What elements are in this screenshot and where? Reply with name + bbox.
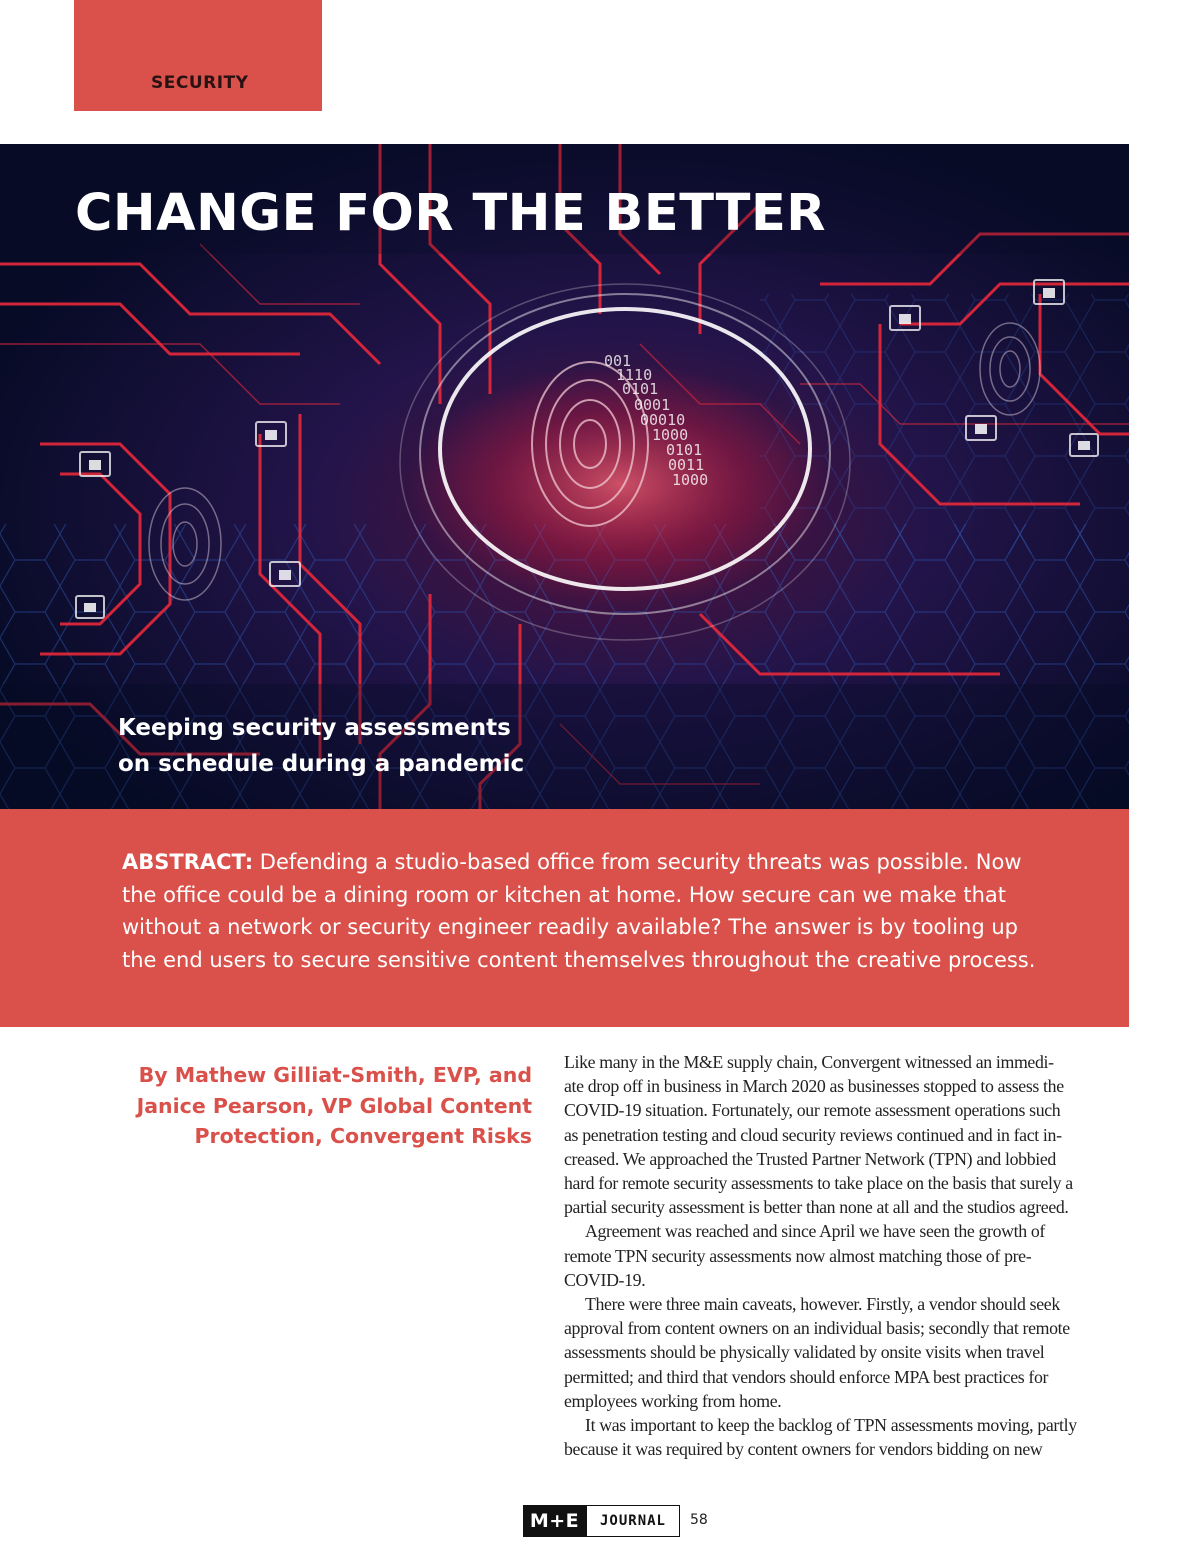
abstract-text	[122, 846, 1112, 976]
body-line: as penetration testing and cloud security reviews continued and in fact in-	[564, 1124, 1062, 1145]
body-line: creased. We approached the Trusted Partner Network (TPN) and lobbied	[564, 1148, 1056, 1169]
page-number: 58	[690, 1512, 708, 1528]
journal-logo-word: JOURNAL	[586, 1505, 680, 1537]
article-body	[564, 1050, 1128, 1461]
binary-digit-text: 1000	[672, 471, 709, 489]
abstract-line: the office could be a dining room or kitchen at home. How secure can we make that	[122, 882, 1006, 907]
body-line: Like many in the M&E supply chain, Convergent witnessed an immedi-	[564, 1052, 1054, 1072]
body-line: hard for remote security assessments to take place on the basis that surely a	[564, 1173, 1073, 1194]
body-line: ate drop off in business in March 2020 as businesses stopped to assess the	[564, 1076, 1064, 1097]
body-line: COVID-19 situation. Fortunately, our remote assessment operations such	[564, 1100, 1061, 1121]
binary-digit-text: 1000	[652, 426, 689, 444]
binary-digit-text: 0011	[668, 456, 705, 474]
journal-logo-mark: M+E	[523, 1505, 586, 1537]
body-line: partial security assessment is better than none at all and the studios agreed.	[564, 1197, 1069, 1218]
binary-digit-text: 0101	[666, 441, 703, 459]
abstract-line: without a network or security engineer readily available? The answer is by tooling up	[122, 915, 1019, 939]
body-line: permitted; and third that vendors should enforce MPA best practices for	[564, 1366, 1049, 1387]
body-line: COVID-19.	[564, 1269, 646, 1290]
byline	[112, 1060, 532, 1152]
hero-image	[0, 144, 1129, 809]
byline-line: Protection, Convergent Risks	[194, 1124, 532, 1148]
subtitle-line: on schedule during a pandemic	[118, 751, 525, 777]
subtitle	[118, 710, 524, 782]
body-line: Agreement was reached and since April we have seen the growth of	[585, 1221, 1045, 1242]
abstract-label: ABSTRACT:	[122, 850, 254, 874]
body-line: assessments should be physically validated by onsite visits when travel	[564, 1342, 1045, 1363]
binary-digit-text: 001	[604, 352, 632, 370]
section-tab	[74, 0, 322, 111]
page-title: CHANGE FOR THE BETTER	[75, 184, 827, 243]
binary-digit-text: 00010	[640, 411, 686, 429]
abstract-band	[0, 809, 1129, 1027]
body-line: There were three main caveats, however. Firstly, a vendor should seek	[585, 1294, 1060, 1315]
binary-digit-text: 0001	[634, 396, 671, 414]
body-line: It was important to keep the backlog of TPN assessments moving, partly	[585, 1415, 1077, 1436]
body-line: because it was required by content owners for vendors bidding on new	[564, 1439, 1043, 1460]
abstract-line: the end users to secure sensitive content themselves throughout the creative process.	[122, 947, 1036, 972]
abstract-line	[122, 846, 1112, 879]
byline-line: Janice Pearson, VP Global Content	[136, 1093, 532, 1118]
subtitle-line: Keeping security assessments	[118, 715, 511, 741]
binary-digit-text: 1110	[616, 366, 653, 384]
binary-digit-text: 0101	[622, 380, 659, 398]
body-line: remote TPN security assessments now almost matching those of pre-	[564, 1245, 1032, 1266]
abstract-line-text: Defending a studio-based office from security threats was possible. Now	[253, 850, 1022, 874]
section-label: SECURITY	[151, 73, 249, 93]
byline-line: By Mathew Gilliat-Smith, EVP, and	[138, 1063, 532, 1087]
body-line: employees working from home.	[564, 1390, 782, 1411]
body-line: approval from content owners on an individual basis; secondly that remote	[564, 1318, 1070, 1339]
